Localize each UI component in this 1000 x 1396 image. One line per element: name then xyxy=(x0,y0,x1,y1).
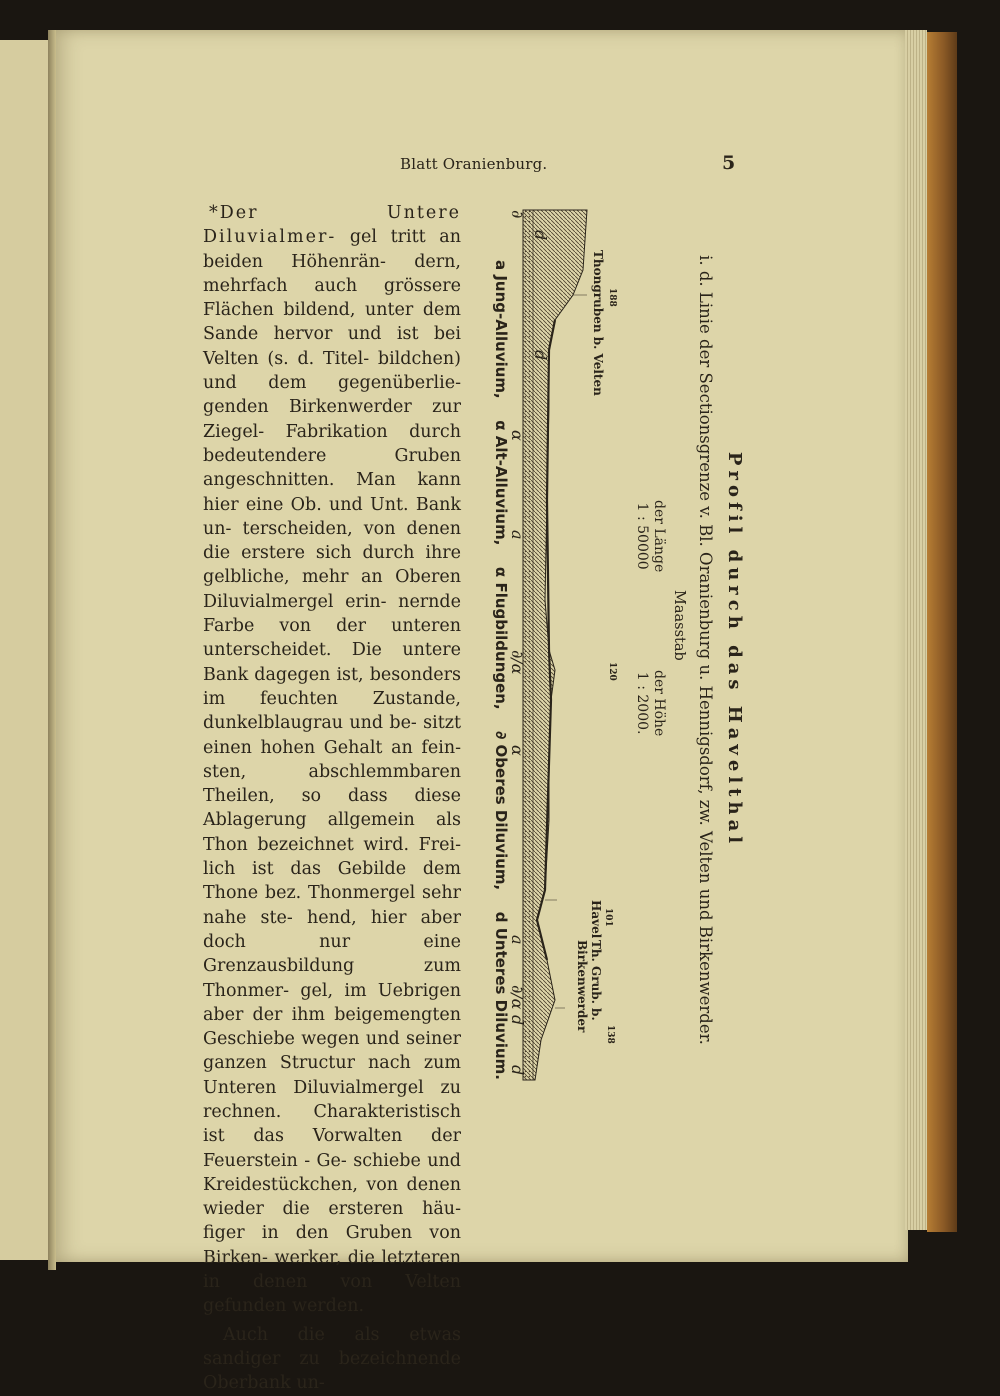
text-line: werker, die letzteren in denen xyxy=(203,1247,461,1293)
text-line: gel tritt an beiden Höhenrän- xyxy=(203,227,461,272)
text-line: Gruben angeschnitten. Man kann xyxy=(203,445,461,491)
text-line: figer in den Gruben von Birken- xyxy=(203,1223,461,1268)
text-line: schiebe und Kreidestückchen, von xyxy=(203,1150,461,1195)
elevation-right: 138 xyxy=(605,1025,615,1044)
legend-item: α Flugbildungen, xyxy=(492,566,510,710)
legend-item: a Jung-Alluvium, xyxy=(492,260,510,399)
text-line: Vorwalten der Feuerstein - Ge- xyxy=(203,1126,461,1171)
profile-legend xyxy=(492,260,510,1080)
profile-mark: d xyxy=(508,1015,527,1026)
scale-height-value: 1 : 2000. xyxy=(634,671,650,735)
text-line: dagegen ist, besonders im feuchten xyxy=(203,664,461,709)
profile-mark: a xyxy=(508,935,527,945)
scale-label: Maasstab xyxy=(671,590,687,661)
text-line: sten, abschlemmbaren Theilen, so xyxy=(203,761,461,807)
elevation-havel: 101 xyxy=(603,908,613,927)
text-line: Grenzausbildung zum Thonmer- xyxy=(203,956,461,1001)
text-line: zum Unteren Diluvialmergel zu xyxy=(203,1053,461,1098)
profile-mark: α xyxy=(508,430,527,441)
legend-item: d Unteres Diluvium. xyxy=(492,911,510,1080)
elevation-middle: 120 xyxy=(607,662,617,681)
profile-mark: ∂/α xyxy=(508,650,527,675)
text-line: als Thon bezeichnet wird. Frei- xyxy=(203,810,461,855)
body-text xyxy=(203,201,461,1396)
location-havel: Havel xyxy=(589,900,603,939)
text-line: bildchen) und dem gegenüberlie- xyxy=(203,348,461,394)
scale-length-value: 1 : 50000 xyxy=(634,502,650,570)
scale-length-label: der Länge xyxy=(651,500,667,573)
running-head: Blatt Oranienburg. xyxy=(400,155,548,173)
text-line: sitzt einen hohen Gehalt an fein- xyxy=(203,713,461,758)
text-line: Zustande, dunkelblaugrau und be- xyxy=(203,688,461,734)
text-line: nernde Farbe von der unteren xyxy=(203,591,461,637)
text-line: Auch die als etwas sandiger xyxy=(203,1324,461,1369)
text-line: denen wieder die ersteren häu- xyxy=(203,1174,461,1220)
page-edges xyxy=(905,30,927,1230)
text-line: dass diese Ablagerung allgemein xyxy=(203,786,462,831)
paragraph-2 xyxy=(203,1323,461,1396)
text-line: und seiner ganzen Structur nach xyxy=(203,1029,461,1074)
profile-mark: ∂ xyxy=(508,210,527,219)
profile-mark: a xyxy=(508,530,527,540)
paragraph-1-lead: *Der Untere Diluvialmer- xyxy=(203,203,461,248)
elevation-left: 188 xyxy=(607,288,617,307)
paragraph-1 xyxy=(203,201,461,1319)
text-line: Fabrikation durch bedeutendere xyxy=(203,421,461,466)
text-line: rechnen. Charakteristisch ist das xyxy=(203,1101,461,1147)
profile-mark: d xyxy=(508,1065,527,1076)
scale-length xyxy=(633,500,667,572)
legend-item: ∂ Oberes Diluvium, xyxy=(492,731,510,891)
location-velten: Thongruben b. Velten xyxy=(591,250,605,396)
profile-plate xyxy=(485,200,745,1100)
profile-cross-section xyxy=(515,200,595,1100)
plate-subtitle: i. d. Linie der Sectionsgrenze v. Bl. Oranienburg u. Hennigsdorf, zw. Velten und Birkenwerder. xyxy=(696,255,715,1045)
location-birkenwerder: Th. Grub. b. Birkenwerder xyxy=(575,940,603,1033)
book-cover-edge xyxy=(927,32,957,1232)
text-line: beigemengten Geschiebe wegen xyxy=(203,1004,461,1050)
text-line: unterscheidet. Die untere Bank xyxy=(203,640,461,685)
text-line: gel, im Uebrigen aber der ihm xyxy=(203,980,461,1025)
text-line: sich durch ihre gelbliche, mehr xyxy=(203,543,461,588)
profile-mark: ∂/α xyxy=(508,985,527,1010)
text-line: Flächen bildend, unter dem Sande xyxy=(203,300,461,345)
left-page-edge xyxy=(0,40,52,1260)
text-line: hier eine Ob. und Unt. Bank un- xyxy=(203,494,461,539)
text-line: zu bezeichnende Oberbank un- xyxy=(203,1348,461,1394)
text-line: hervor und ist bei Velten (s. d. Titel- xyxy=(203,324,461,369)
legend-item: α Alt-Alluvium, xyxy=(492,420,510,546)
text-line: bez. Thonmergel sehr nahe ste- xyxy=(203,883,461,928)
text-line: hend, hier aber doch nur eine xyxy=(203,907,461,952)
text-line: von Velten gefunden werden. xyxy=(203,1272,461,1317)
text-line: an Oberen Diluvialmergel erin- xyxy=(203,567,461,612)
scale-height xyxy=(633,670,667,736)
scale-height-label: der Höhe xyxy=(651,670,667,737)
plate-title: Profil durch das Havelthal xyxy=(724,451,745,849)
profile-mark: α xyxy=(508,745,527,756)
profile-mark: d xyxy=(531,230,550,241)
text-line: dern, mehrfach auch grössere xyxy=(203,251,461,296)
profile-mark: d xyxy=(531,350,550,361)
text-line: terscheiden, von denen die erstere xyxy=(203,518,461,564)
page-number: 5 xyxy=(722,152,736,174)
book-gutter xyxy=(48,30,56,1270)
book-page xyxy=(56,30,908,1262)
text-line: lich ist das Gebilde dem Thone xyxy=(203,859,461,904)
text-line: genden Birkenwerder zur Ziegel- xyxy=(203,397,461,442)
